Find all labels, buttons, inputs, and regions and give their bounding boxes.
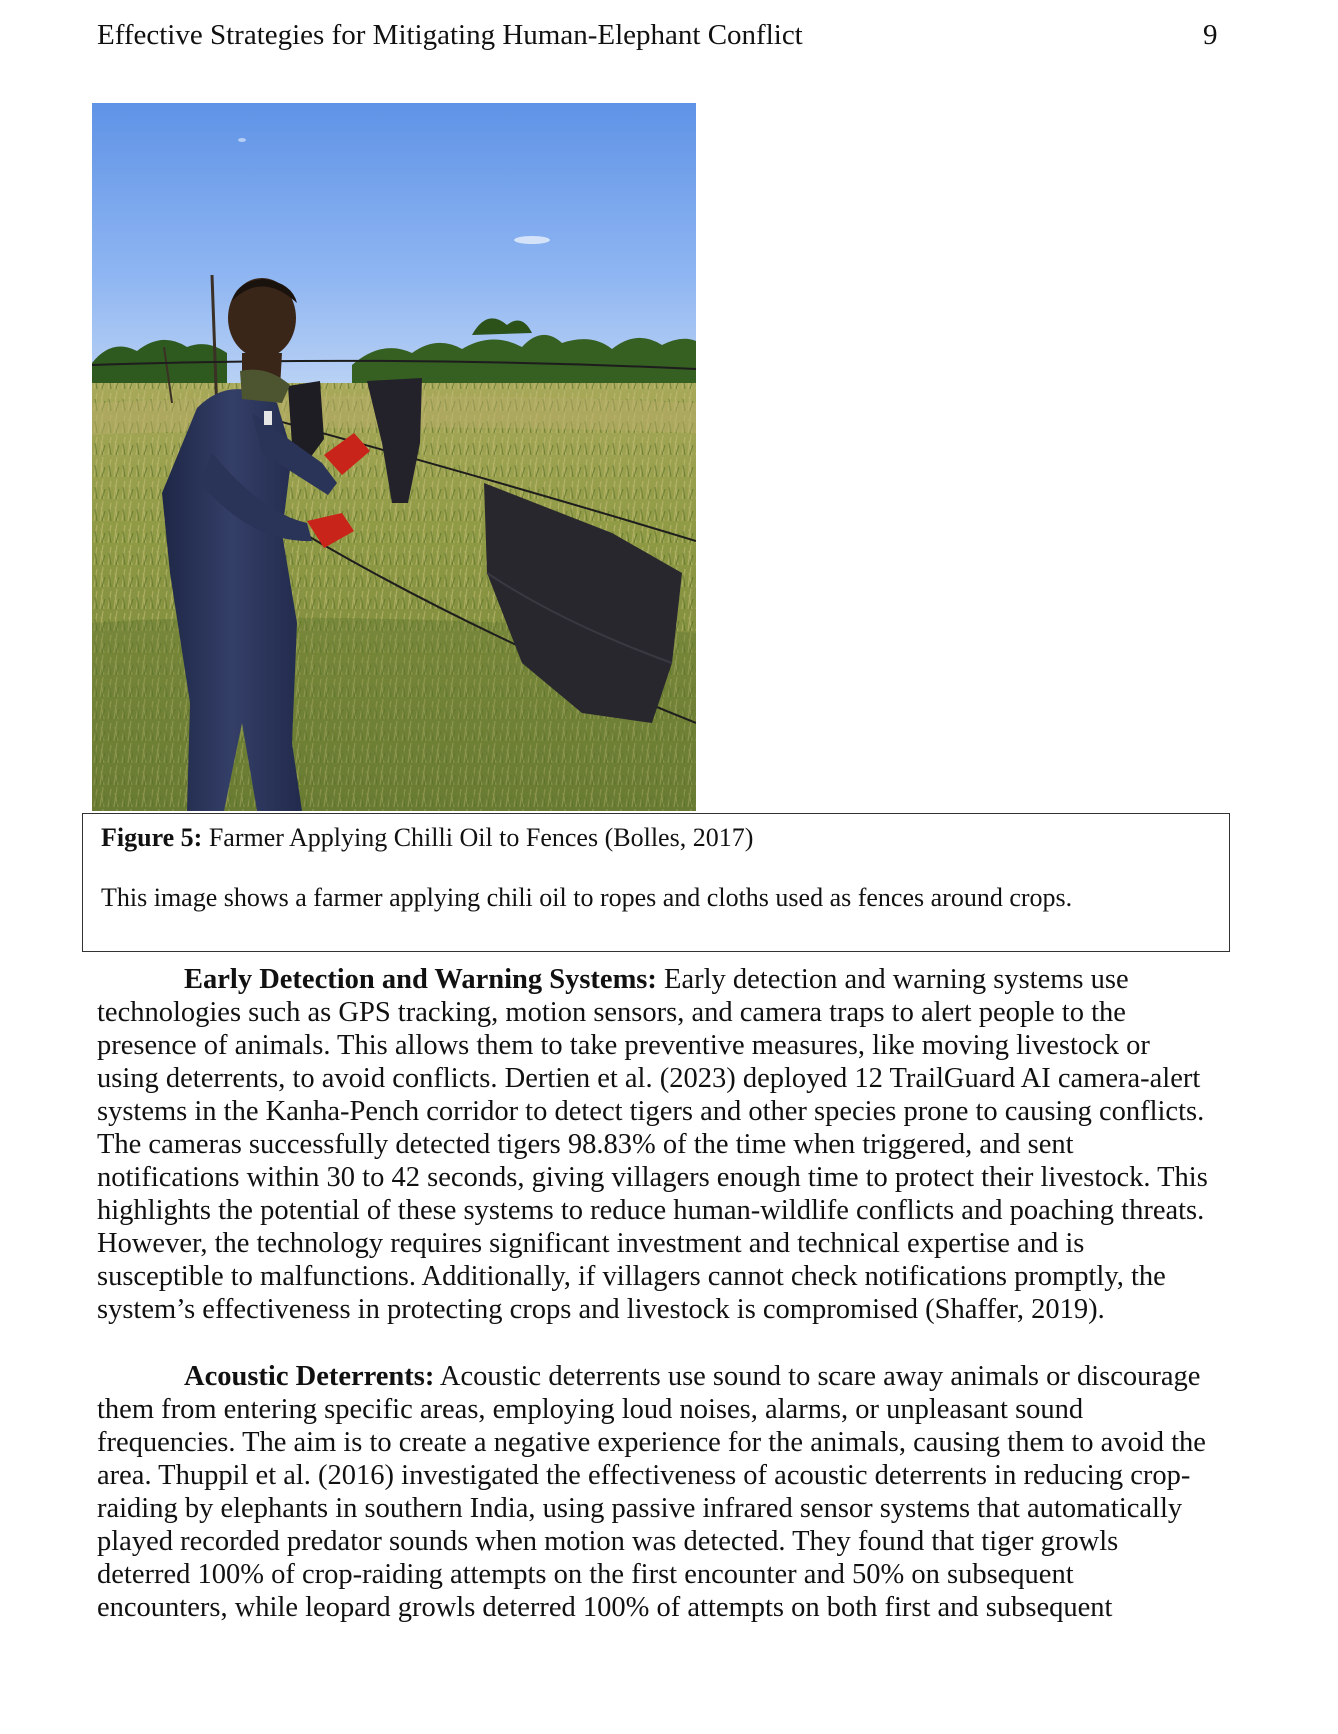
paragraph-line: area. Thuppil et al. (2016) investigated the effectiveness of acoustic deterrents in reducing crop- bbox=[97, 1460, 1191, 1491]
paragraph-line: using deterrents, to avoid conflicts. Dertien et al. (2023) deployed 12 TrailGuard AI camera-alert bbox=[97, 1063, 1201, 1094]
figure-caption-title bbox=[101, 821, 753, 855]
page-number: 9 bbox=[1203, 19, 1218, 51]
paragraph-line: technologies such as GPS tracking, motion sensors, and camera traps to alert people to the bbox=[97, 997, 1126, 1028]
farmer-chilli-oil-fence-photo-icon bbox=[92, 103, 696, 811]
paragraph-heading: Early Detection and Warning Systems: bbox=[184, 964, 657, 995]
paragraph-line: encounters, while leopard growls deterred 100% of attempts on both first and subsequent bbox=[97, 1592, 1113, 1623]
paragraph-line bbox=[97, 1360, 1245, 1393]
figure-photo bbox=[92, 103, 696, 811]
paragraph-line: deterred 100% of crop-raiding attempts on the first encounter and 50% on subsequent bbox=[97, 1559, 1074, 1590]
paragraph-line: susceptible to malfunctions. Additionally, if villagers cannot check notifications promptly, the bbox=[97, 1261, 1166, 1292]
figure-label: Figure 5: bbox=[101, 823, 203, 852]
paragraph-text: Early detection and warning systems use bbox=[656, 964, 1129, 995]
paragraph-line: system’s effectiveness in protecting crops and livestock is compromised (Shaffer, 2019). bbox=[97, 1294, 1105, 1325]
running-head: Effective Strategies for Mitigating Human-Elephant Conflict bbox=[97, 19, 803, 51]
figure-description: This image shows a farmer applying chili oil to ropes and cloths used as fences around crops. bbox=[101, 883, 1073, 912]
paragraph-line: frequencies. The aim is to create a negative experience for the animals, causing them to avoid the bbox=[97, 1427, 1206, 1458]
figure-title: Farmer Applying Chilli Oil to Fences (Bolles, 2017) bbox=[208, 823, 754, 852]
paragraph-line: presence of animals. This allows them to take preventive measures, like moving livestock or bbox=[97, 1030, 1150, 1061]
paragraph-line: The cameras successfully detected tigers 98.83% of the time when triggered, and sent bbox=[97, 1129, 1074, 1160]
paragraph-acoustic-deterrents bbox=[97, 1360, 1245, 1624]
paragraph-line: them from entering specific areas, employing loud noises, alarms, or unpleasant sound bbox=[97, 1394, 1084, 1425]
paragraph-line: played recorded predator sounds when motion was detected. They found that tiger growls bbox=[97, 1526, 1119, 1557]
paragraph-line: notifications within 30 to 42 seconds, giving villagers enough time to protect their livestock. This bbox=[97, 1162, 1208, 1193]
paragraph-early-detection bbox=[97, 963, 1245, 1326]
paragraph-line: raiding by elephants in southern India, using passive infrared sensor systems that automatically bbox=[97, 1493, 1183, 1524]
paragraph-line: highlights the potential of these systems to reduce human-wildlife conflicts and poaching threats. bbox=[97, 1195, 1205, 1226]
paragraph-line: systems in the Kanha-Pench corridor to detect tigers and other species prone to causing conflicts. bbox=[97, 1096, 1205, 1127]
paragraph-text: Acoustic deterrents use sound to scare away animals or discourage bbox=[434, 1361, 1201, 1392]
figure-caption-box bbox=[82, 813, 1230, 952]
paragraph-line bbox=[97, 963, 1245, 996]
paragraph-heading: Acoustic Deterrents: bbox=[184, 1361, 435, 1392]
paragraph-line: However, the technology requires significant investment and technical expertise and is bbox=[97, 1228, 1085, 1259]
